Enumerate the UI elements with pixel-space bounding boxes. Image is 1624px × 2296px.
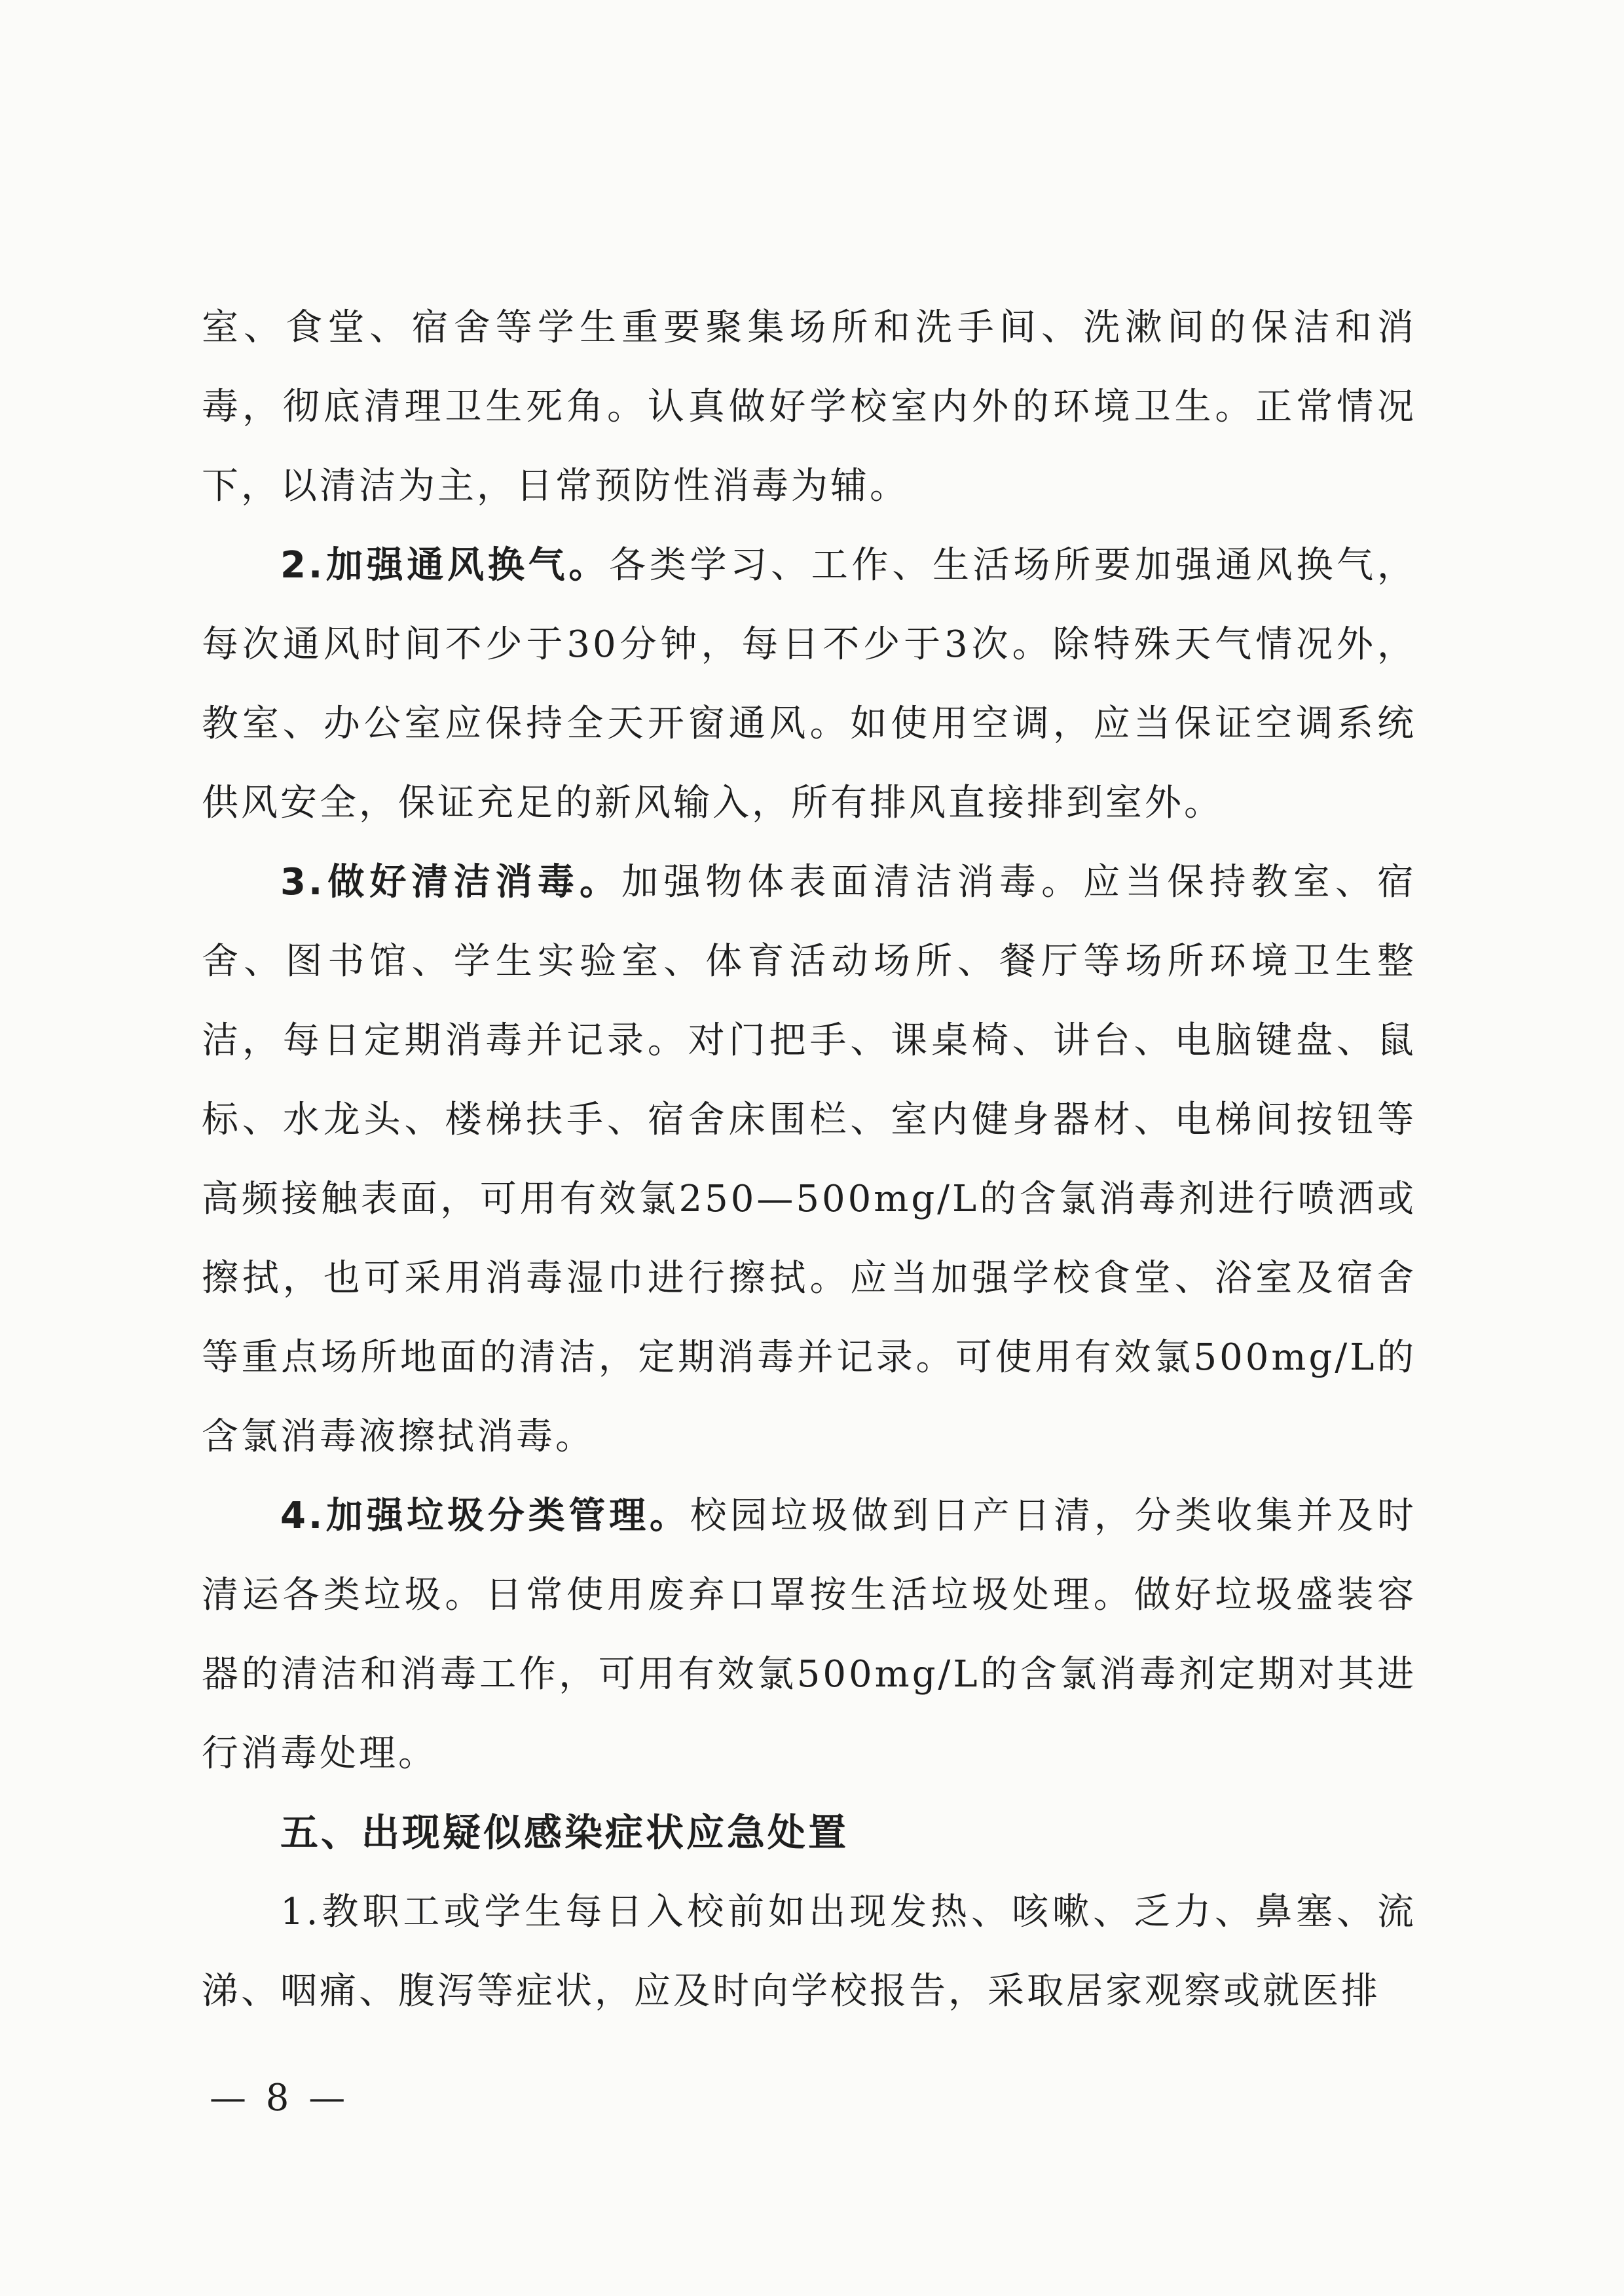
paragraph-text: 室、食堂、宿舍等学生重要聚集场所和洗手间、洗漱间的保洁和消毒，彻底清理卫生死角。认真做好学校室内外的环境卫生。正常情况下，以清洁为主，日常预防性消毒为辅。 — [202, 306, 1416, 507]
paragraph-continuation — [202, 288, 1416, 526]
document-body — [202, 288, 1416, 2031]
paragraph-waste-management — [202, 1476, 1416, 1793]
paragraph-text: 各类学习、工作、生活场所要加强通风换气，每次通风时间不少于30分钟，每日不少于3次。除特殊天气情况外，教室、办公室应保持全天开窗通风。如使用空调，应当保证空调系统供风安全，保证充足的新风输入，所有排风直接排到室外。 — [202, 544, 1416, 824]
paragraph-lead: 3.做好清洁消毒。 — [280, 861, 622, 903]
paragraph-text: 加强物体表面清洁消毒。应当保持教室、宿舍、图书馆、学生实验室、体育活动场所、餐厅等场所环境卫生整洁，每日定期消毒并记录。对门把手、课桌椅、讲台、电脑键盘、鼠标、水龙头、楼梯扶手、宿舍床围栏、室内健身器材、电梯间按钮等高频接触表面，可用有效氯250—500mg/L的含氯消毒剂进行喷洒或擦拭，也可采用消毒湿巾进行擦拭。应当加强学校食堂、浴室及宿舍等重点场所地面的清洁，定期消毒并记录。可使用有效氯500mg/L的含氯消毒液擦拭消毒。 — [202, 861, 1416, 1458]
page-number: — 8 — — [210, 2077, 350, 2119]
paragraph-symptom-report — [202, 1872, 1416, 2031]
paragraph-text: 校园垃圾做到日产日清，分类收集并及时清运各类垃圾。日常使用废弃口罩按生活垃圾处理。做好垃圾盛装容器的清洁和消毒工作，可用有效氯500mg/L的含氯消毒剂定期对其进行消毒处理。 — [202, 1495, 1416, 1775]
section-heading: 五、出现疑似感染症状应急处置 — [280, 1810, 849, 1855]
paragraph-lead: 2.加强通风换气。 — [280, 544, 610, 587]
paragraph-ventilation — [202, 526, 1416, 843]
paragraph-text: 1.教职工或学生每日入校前如出现发热、咳嗽、乏力、鼻塞、流涕、咽痛、腹泻等症状，应及时向学校报告，采取居家观察或就医排 — [202, 1891, 1416, 2013]
paragraph-lead: 4.加强垃圾分类管理。 — [280, 1495, 690, 1537]
paragraph-cleaning-disinfection — [202, 843, 1416, 1476]
